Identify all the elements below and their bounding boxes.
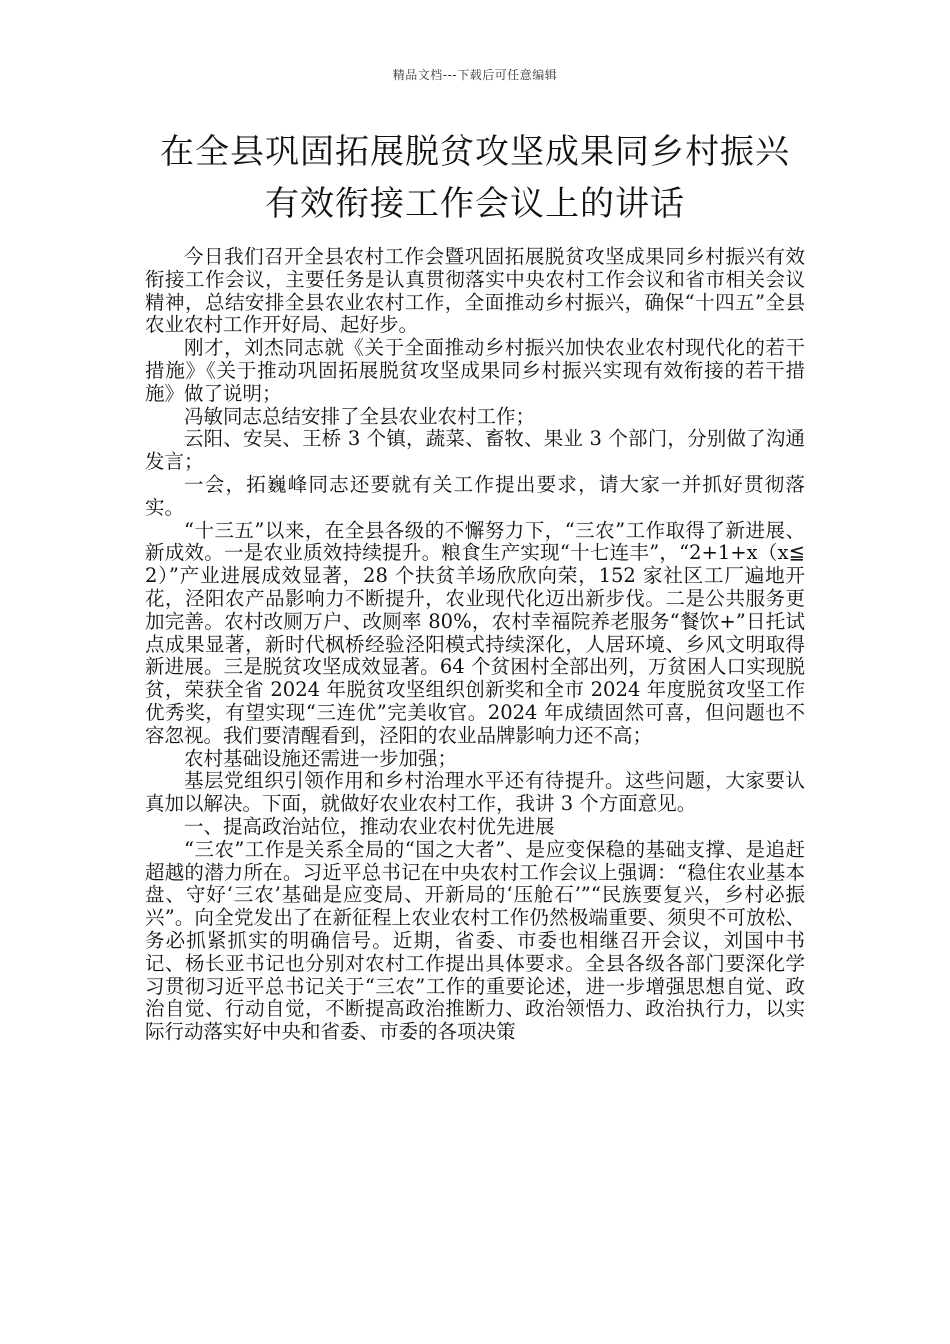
document-body: [145, 246, 805, 1044]
title-line-1: 在全县巩固拓展脱贫攻坚成果同乡村振兴: [160, 132, 790, 172]
section-heading-1: 一、提高政治站位，推动农业农村优先进展: [184, 814, 555, 838]
paragraph-achievements: “十三五”以来，在全县各级的不懈努力下，“三农”工作取得了新进展、新成效。一是农业质效持续提升。粮食生产实现“十七连丰”，“2+1+x（x≦2）”产业进展成效显著，28 个扶贫羊场欣欣向荣，152 家社区工厂遍地开花，泾阳农产品影响力不断提升，农业现代化迈出新步伐。二是公共服务更加完善。农村改厕万户、改厕率 80%，农村幸福院养老服务“餐饮+”日托试点成果显著，新时代枫桥经验泾阳模式持续深化，人居环境、乡风文明取得新进展。三是脱贫攻坚成效显著。64 个贫困村全部出列，万贫困人口实现脱贫，荣获全省 2024 年脱贫攻坚组织创新奖和全市 2024 年度脱贫攻坚工作优秀奖，有望实现“三连优”完美收官。2024 年成绩固然可喜，但问题也不容忽视。我们要清醒看到，泾阳的农业品牌影响力还不高；: [145, 518, 805, 747]
document-title: [120, 126, 830, 230]
paragraph-towns: 云阳、安吴、王桥 3 个镇，蔬菜、畜牧、果业 3 个部门，分别做了沟通发言；: [145, 427, 805, 474]
paragraph-intro: 今日我们召开全县农村工作会暨巩固拓展脱贫攻坚成果同乡村振兴有效衔接工作会议，主要任务是认真贯彻落实中央农村工作会议和省市相关会议精神，总结安排全县农业农村工作，全面推动乡村振兴，确保“十四五”全县农业农村工作开好局、起好步。: [145, 245, 805, 337]
title-line-2: 有效衔接工作会议上的讲话: [265, 184, 685, 224]
paragraph-sannong: “三农”工作是关系全局的“国之大者”、是应变保稳的基础支撑、是追赶超越的潜力所在。习近平总书记在中央农村工作会议上强调：“稳住农业基本盘、守好‘三农’基础是应变局、开新局的‘压舱石’”“民族要复兴，乡村必振兴”。向全党发出了在新征程上农业农村工作仍然极端重要、须臾不可放松、务必抓紧抓实的明确信号。近期，省委、市委也相继召开会议，刘国中书记、杨长亚书记也分别对农村工作提出具体要求。全县各级各部门要深化学习贯彻习近平总书记关于“三农”工作的重要论述，进一步增强思想自觉、政治自觉、行动自觉，不断提高政治推断力、政治领悟力、政治执行力，以实际行动落实好中央和省委、市委的各项决策: [145, 837, 805, 1044]
paragraph-governance: 基层党组织引领作用和乡村治理水平还有待提升。这些问题，大家要认真加以解决。下面，就做好农业农村工作，我讲 3 个方面意见。: [145, 769, 805, 816]
paragraph-liujie: 刚才，刘杰同志就《关于全面推动乡村振兴加快农业农村现代化的若干措施》《关于推动巩固拓展脱贫攻坚成果同乡村振兴实现有效衔接的若干措施》做了说明；: [145, 336, 805, 405]
paragraph-infrastructure: 农村基础设施还需进一步加强；: [184, 746, 458, 770]
page-header: 精品文档---下载后可任意编辑: [392, 68, 558, 82]
paragraph-fengmin: 冯敏同志总结安排了全县农业农村工作；: [184, 404, 536, 428]
paragraph-tuoweifeng: 一会，拓巍峰同志还要就有关工作提出要求，请大家一并抓好贯彻落实。: [145, 472, 805, 519]
